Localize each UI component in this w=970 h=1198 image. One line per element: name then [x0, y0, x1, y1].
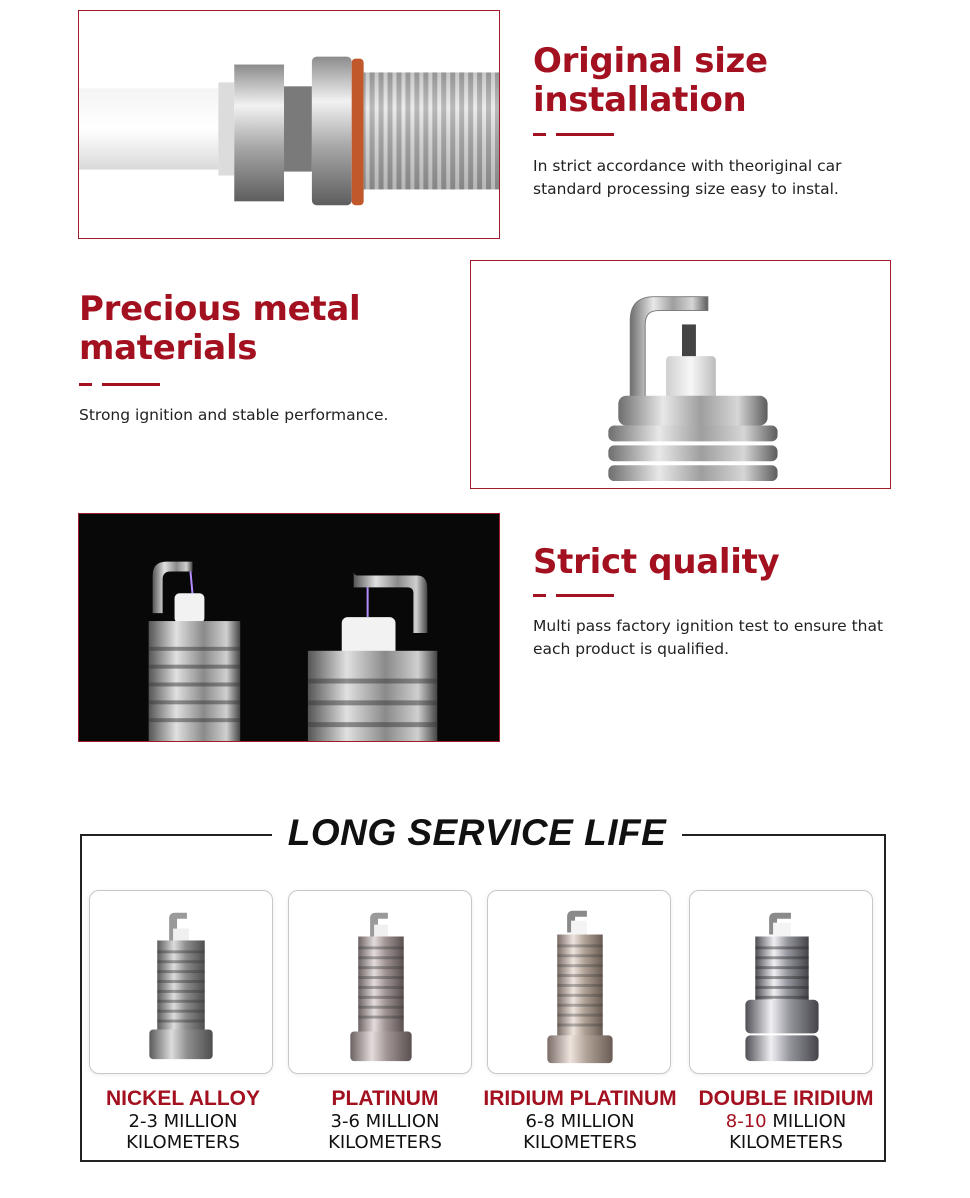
lifespan-range: 6-8 — [525, 1111, 555, 1132]
feature-description — [533, 615, 883, 661]
plug-type-lifespan — [81, 1111, 285, 1153]
feature-description-line: Multi pass factory ignition test to ensure that — [533, 617, 884, 635]
plug-type-name: DOUBLE IRIDIUM — [698, 1087, 874, 1110]
lifespan-range: 2-3 — [128, 1111, 158, 1132]
plug-type-lifespan — [478, 1111, 682, 1153]
feature-title-line: materials — [79, 328, 258, 368]
service-life-heading: LONG SERVICE LIFE — [287, 812, 667, 853]
feature-title-line: Strict quality — [533, 542, 780, 582]
spark-plug-image — [289, 891, 471, 1073]
plug-type-lifespan — [684, 1111, 888, 1153]
lifespan-unit: MILLION — [560, 1111, 635, 1132]
feature-title — [533, 543, 779, 582]
spark-plug-card — [487, 890, 671, 1074]
lifespan-unit: MILLION — [365, 1111, 440, 1132]
feature-title-line: Original size — [533, 41, 768, 81]
lifespan-unit: MILLION — [772, 1111, 847, 1132]
feature-title — [533, 42, 768, 120]
electrode-photo — [470, 260, 891, 489]
plug-type-name: PLATINUM — [331, 1087, 439, 1110]
spark-plug-card — [288, 890, 472, 1074]
ignition-test-photo — [78, 513, 500, 742]
feature-description — [533, 155, 841, 201]
plug-type-lifespan — [283, 1111, 487, 1153]
feature-description-line: Strong ignition and stable performance. — [79, 406, 389, 424]
accent-dash — [533, 594, 546, 597]
spark-plug-card — [89, 890, 273, 1074]
lifespan-unit: MILLION — [163, 1111, 238, 1132]
spark-plug-image — [90, 891, 272, 1073]
lifespan-unit: KILOMETERS — [126, 1132, 240, 1153]
lifespan-range: 8-10 — [725, 1111, 767, 1132]
lifespan-unit: KILOMETERS — [729, 1132, 843, 1153]
spark-plug-image — [488, 891, 670, 1073]
installation-photo — [78, 10, 500, 239]
accent-dash — [79, 383, 92, 386]
spark-plug-image — [690, 891, 872, 1073]
plug-type-name: IRIDIUM PLATINUM — [483, 1087, 677, 1110]
feature-description-line: In strict accordance with theoriginal car — [533, 157, 842, 175]
plug-type-name: NICKEL ALLOY — [105, 1087, 260, 1110]
feature-title-line: installation — [533, 80, 747, 120]
accent-line — [556, 133, 614, 136]
spark-plug-card — [689, 890, 873, 1074]
accent-dash — [533, 133, 546, 136]
lifespan-unit: KILOMETERS — [328, 1132, 442, 1153]
accent-line — [102, 383, 160, 386]
feature-description-line: standard processing size easy to instal. — [533, 180, 839, 198]
service-life-heading-wrap — [272, 808, 682, 858]
feature-description-line: each product is qualified. — [533, 640, 729, 658]
accent-line — [556, 594, 614, 597]
feature-title-line: Precious metal — [79, 289, 361, 329]
lifespan-range: 3-6 — [330, 1111, 360, 1132]
lifespan-unit: KILOMETERS — [523, 1132, 637, 1153]
feature-title — [79, 290, 360, 368]
feature-description — [79, 404, 388, 427]
